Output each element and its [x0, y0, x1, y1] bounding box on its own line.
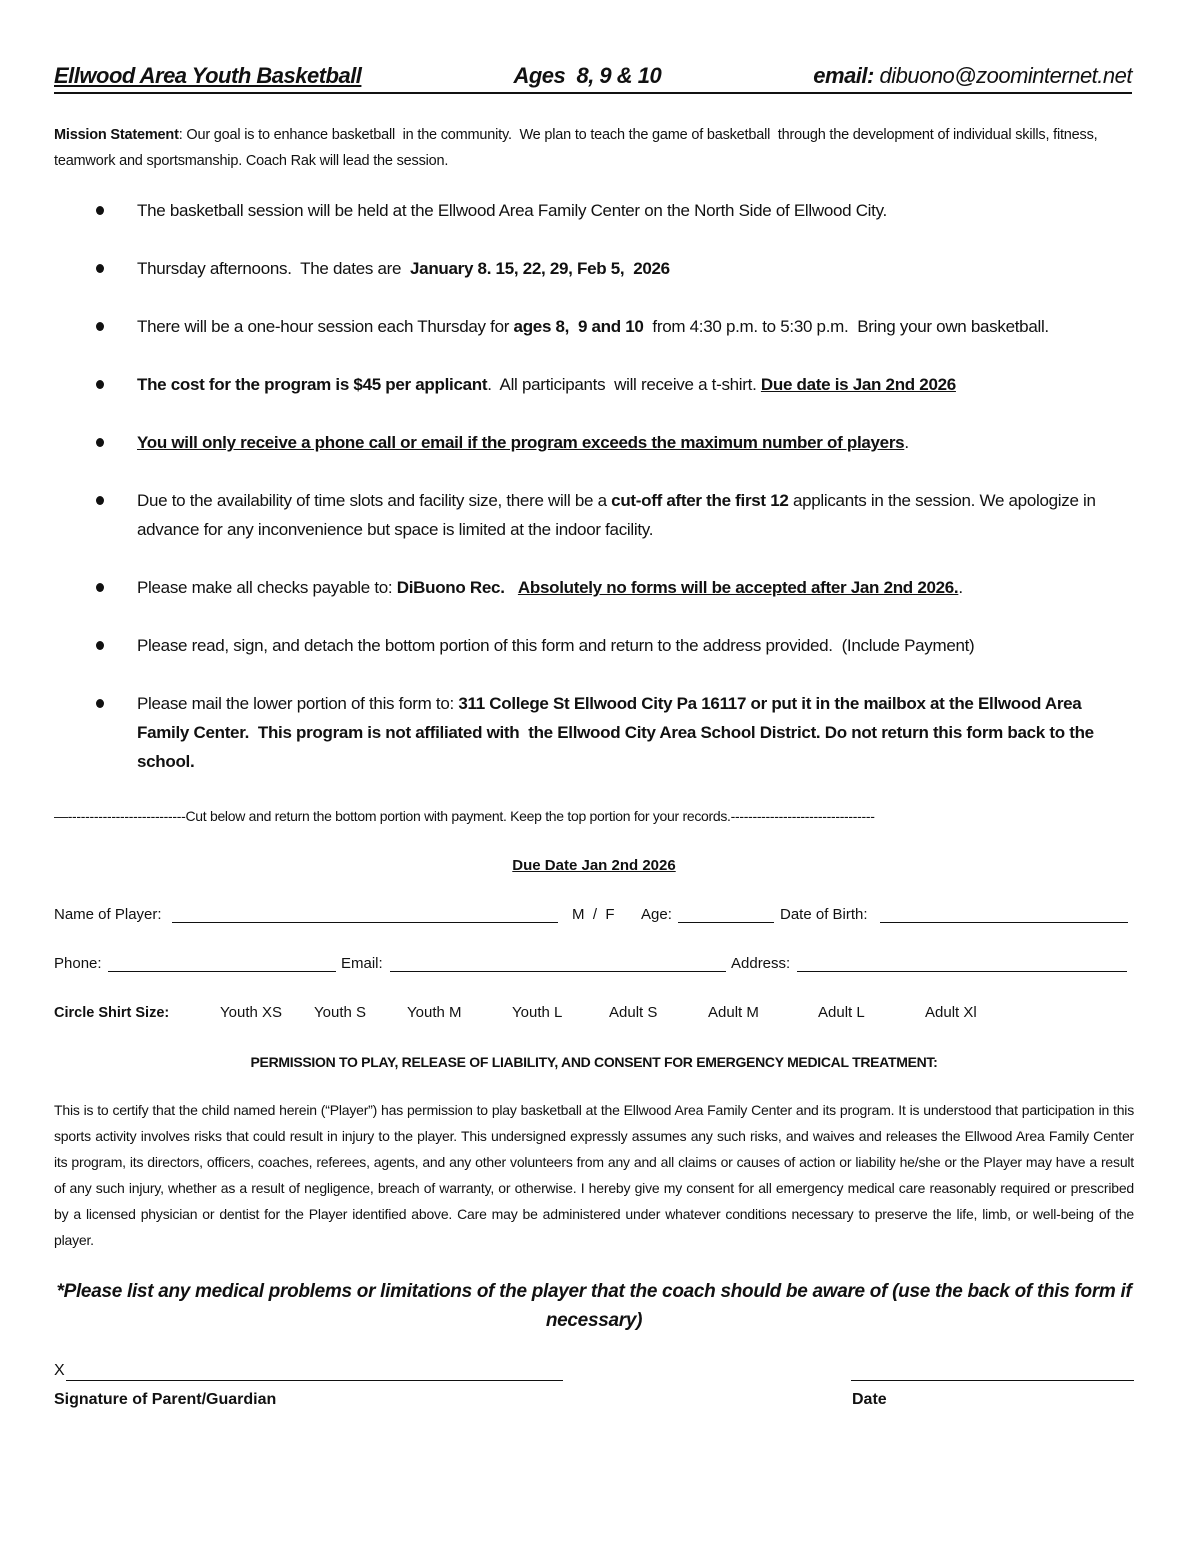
permission-title: PERMISSION TO PLAY, RELEASE OF LIABILITY, AND CONSENT FOR EMERGENCY MEDICAL TREATMENT: — [250, 1054, 938, 1070]
bullet-text-segment: ages 8, 9 and 10 — [513, 317, 644, 336]
signature-field[interactable] — [66, 1380, 563, 1381]
date-of-birth-field[interactable] — [880, 922, 1128, 923]
bullet-text-segment: . — [904, 433, 909, 452]
name-of-player-field[interactable] — [172, 922, 558, 923]
bullet-dot-icon — [96, 583, 104, 592]
shirt-size-option[interactable]: Youth L — [512, 1004, 563, 1021]
bullet-text-segment: Absolutely no forms will be accepted after Jan 2nd 2026. — [517, 578, 959, 597]
signature-area — [54, 1361, 1134, 1417]
email-field[interactable] — [390, 971, 726, 972]
program-ages: Ages 8, 9 & 10 — [513, 63, 662, 88]
bullet-text-segment: Please mail the lower portion of this form to: — [137, 694, 459, 713]
bullet-text-segment: cut-off after the first 12 — [611, 491, 789, 510]
info-bullet-list — [54, 196, 1134, 776]
shirt-size-option[interactable]: Youth M — [407, 1004, 462, 1021]
bullet-text-segment: from 4:30 p.m. to 5:30 p.m. Bring your own basketball. — [643, 317, 1049, 336]
page-header — [54, 62, 1132, 94]
signature-label: Signature of Parent/Guardian — [54, 1391, 277, 1408]
bullet-text-segment: 311 College St Ellwood City Pa 16117 or put it in the mailbox at the Ellwood Area Family Center. This program is not affiliated with the Ellwood City Area School District. Do not return this form back to the school. — [137, 694, 1099, 771]
bullet-text — [137, 312, 1134, 341]
date-label: Date — [852, 1391, 887, 1408]
due-date-heading: Due Date Jan 2nd 2026 — [512, 857, 676, 874]
bullet-text-segment: . All participants will receive a t-shirt. — [487, 375, 761, 394]
bullet-text-segment: Thursday afternoons. The dates are — [137, 259, 411, 278]
bullet-dot-icon — [96, 206, 104, 215]
contact-info-row — [54, 953, 1134, 975]
gender-options[interactable]: M / F — [572, 906, 615, 923]
contact-email — [813, 62, 1132, 90]
bullet-text-segment: Please read, sign, and detach the bottom portion of this form and return to the address provided. (Include Payment) — [137, 636, 975, 655]
shirt-size-option[interactable]: Adult L — [818, 1004, 865, 1021]
mission-statement — [54, 122, 1134, 174]
bullet-text — [137, 631, 1134, 660]
bullet-text-segment: January 8. 15, 22, 29, Feb 5, 2026 — [410, 259, 670, 278]
age-label: Age: — [641, 906, 672, 923]
bullet-text — [137, 573, 1134, 602]
bullet-text-segment: Due to the availability of time slots and facility size, there will be a — [137, 491, 612, 510]
info-bullet — [54, 196, 1134, 225]
shirt-size-option[interactable]: Adult S — [609, 1004, 658, 1021]
bullet-text-segment: Due date is Jan 2nd 2026 — [760, 375, 956, 394]
info-bullet — [54, 689, 1134, 776]
bullet-dot-icon — [96, 496, 104, 505]
bullet-dot-icon — [96, 438, 104, 447]
email-field-label: Email: — [341, 955, 383, 972]
bullet-text-segment: The basketball session will be held at the Ellwood Area Family Center on the North Side of Ellwood City. — [137, 201, 887, 220]
shirt-size-label: Circle Shirt Size: — [54, 1005, 170, 1021]
email-address: dibuono@zoominternet.net — [879, 63, 1132, 88]
email-label: email: — [813, 63, 874, 88]
bullet-text — [137, 486, 1134, 544]
signature-x-mark: X — [54, 1362, 65, 1379]
address-field[interactable] — [797, 971, 1127, 972]
shirt-size-option[interactable]: Adult Xl — [925, 1004, 977, 1021]
phone-field[interactable] — [108, 971, 336, 972]
bullet-text-segment: . — [958, 578, 963, 597]
mission-text: : Our goal is to enhance basketball in the community. We plan to teach the game of basketball through the development of individual skills, fitness, teamwork and sportsmanship. Coach Rak will lead the session. — [54, 127, 1102, 169]
shirt-size-row — [54, 1002, 1134, 1024]
mission-label: Mission Statement — [54, 127, 179, 143]
bullet-text — [137, 196, 1134, 225]
player-info-row — [54, 904, 1134, 926]
info-bullet — [54, 312, 1134, 341]
info-bullet — [54, 486, 1134, 544]
age-field[interactable] — [678, 922, 774, 923]
bullet-dot-icon — [96, 699, 104, 708]
shirt-size-option[interactable]: Youth XS — [220, 1004, 282, 1021]
shirt-size-option[interactable]: Adult M — [708, 1004, 759, 1021]
info-bullet — [54, 370, 1134, 399]
bullet-text — [137, 428, 1134, 457]
info-bullet — [54, 254, 1134, 283]
info-bullet — [54, 573, 1134, 602]
shirt-size-option[interactable]: Youth S — [314, 1004, 366, 1021]
bullet-dot-icon — [96, 264, 104, 273]
cut-line: —---------------------------Cut below and return the bottom portion with payment. Keep the top portion for your records.--------------------------------- — [54, 808, 875, 824]
bullet-text-segment: The cost for the program is $45 per applicant — [137, 375, 488, 394]
bullet-text-segment — [505, 578, 518, 597]
permission-body: This is to certify that the child named herein (“Player”) has permission to play basketball at the Ellwood Area Family Center and its program. It is understood that participation in this sports activity involves risks that could result in injury to the player. This undersigned expressly assumes any such risks, and waives and releases the Ellwood Area Family Center its program, its directors, officers, coaches, referees, agents, and any other volunteers from any and all claims or causes of action or liability he/she or the Player may have a result of any such injury, whether as a result of negligence, breach of warranty, or otherwise. I hereby give my consent for all emergency medical care reasonably required or prescribed by a licensed physician or dentist for the Player identified above. Care may be administered under whatever conditions necessary to preserve the life, limb, or well-being of the player. — [54, 1102, 1134, 1248]
bullet-dot-icon — [96, 641, 104, 650]
bullet-text-segment: DiBuono Rec. — [396, 578, 505, 597]
bullet-dot-icon — [96, 380, 104, 389]
bullet-text-segment: There will be a one-hour session each Thursday for — [137, 317, 514, 336]
bullet-text-segment: Please make all checks payable to: — [137, 578, 397, 597]
bullet-text-segment: applicants in the session. We apologize in advance for any inconvenience but space is limited at the indoor facility. — [137, 491, 1101, 539]
bullet-text-segment: You will only receive a phone call or email if the program exceeds the maximum number of players — [137, 433, 905, 452]
date-of-birth-label: Date of Birth: — [780, 906, 868, 923]
phone-label: Phone: — [54, 955, 102, 972]
medical-note: *Please list any medical problems or limitations of the player that the coach should be aware of (use the back of this form if necessary) — [56, 1281, 1132, 1331]
address-label: Address: — [731, 955, 791, 972]
program-title: Ellwood Area Youth Basketball — [54, 63, 362, 88]
bullet-text — [137, 254, 1134, 283]
bullet-dot-icon — [96, 322, 104, 331]
info-bullet — [54, 631, 1134, 660]
date-field[interactable] — [851, 1380, 1134, 1381]
bullet-text — [137, 689, 1134, 776]
bullet-text — [137, 370, 1134, 399]
info-bullet — [54, 428, 1134, 457]
name-of-player-label: Name of Player: — [54, 906, 162, 923]
registration-form-page — [54, 0, 1134, 1457]
